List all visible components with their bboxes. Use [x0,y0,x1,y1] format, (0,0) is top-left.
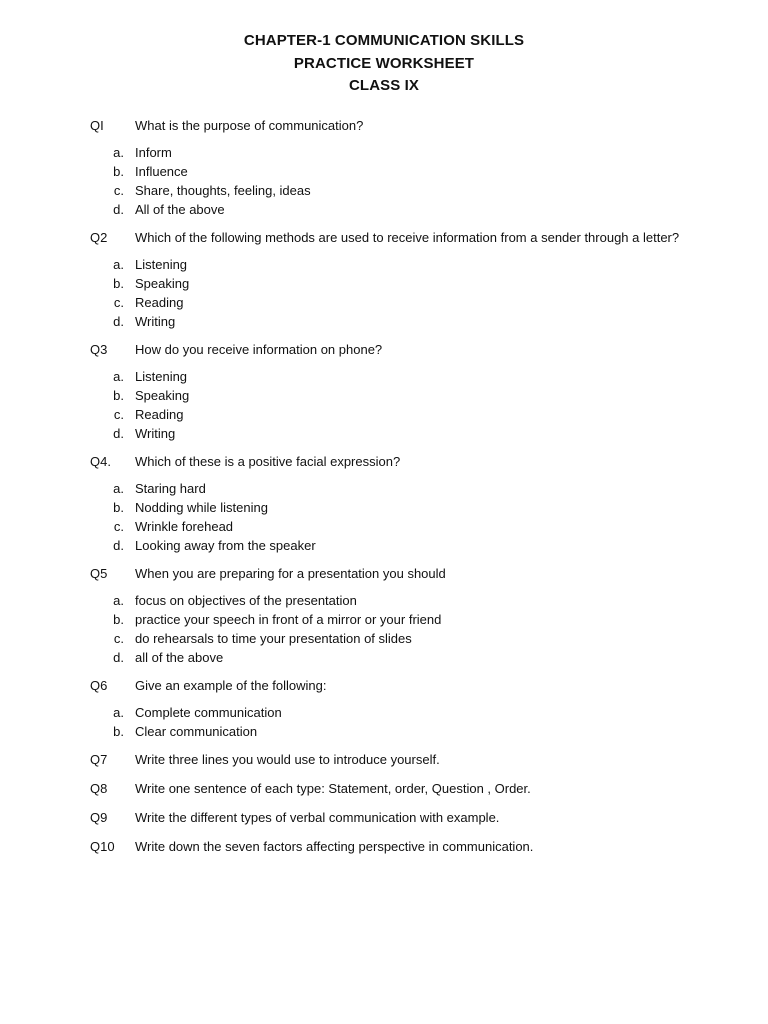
option-text: practice your speech in front of a mirror or your friend [135,612,442,627]
option-label: d. [113,426,124,441]
question-number: Q7 [90,752,108,767]
question-row [90,227,730,248]
question-number: Q3 [90,342,108,357]
option-item [90,479,730,498]
option-label: d. [113,202,124,217]
option-item [90,498,730,517]
page-subtitle: PRACTICE WORKSHEET [293,54,475,72]
option-item [90,610,730,629]
option-item [90,293,730,312]
question-text: What is the purpose of communication? [135,118,364,133]
option-label: a. [113,481,124,496]
question-text: Which of the following methods are used to receive information from a sender through a letter? [135,230,680,245]
option-text: Clear communication [135,724,258,739]
question-number: Q9 [90,810,108,825]
option-item [90,312,730,331]
option-list [90,703,730,741]
option-text: Nodding while listening [135,500,268,515]
option-label: c. [113,183,124,198]
option-text: Listening [135,369,188,384]
question-number: Q4. [90,454,111,469]
option-item [90,143,730,162]
question-text: How do you receive information on phone? [135,342,383,357]
option-item [90,629,730,648]
option-label: d. [113,538,124,553]
question-item [90,227,730,331]
question-item [90,749,730,770]
question-number: Q8 [90,781,108,796]
option-text: Writing [135,314,176,329]
option-label: c. [113,519,124,534]
option-item [90,367,730,386]
option-text: Influence [135,164,188,179]
option-list [90,591,730,667]
option-text: Reading [135,295,184,310]
option-text: All of the above [135,202,225,217]
question-item [90,675,730,741]
option-label: b. [113,724,124,739]
worksheet-header [0,30,768,98]
option-list [90,479,730,555]
option-text: Wrinkle forehead [135,519,234,534]
question-row [90,563,730,584]
question-number: QI [90,118,104,133]
option-item [90,274,730,293]
question-item [90,778,730,799]
option-text: Looking away from the speaker [135,538,316,553]
option-text: Reading [135,407,184,422]
option-text: do rehearsals to time your presentation of slides [135,631,412,646]
option-label: a. [113,593,124,608]
question-number: Q6 [90,678,108,693]
option-label: b. [113,276,124,291]
question-text: Write down the seven factors affecting perspective in communication. [135,839,534,854]
question-row [90,451,730,472]
question-text: Give an example of the following: [135,678,327,693]
option-label: b. [113,388,124,403]
option-text: Complete communication [135,705,282,720]
option-text: Staring hard [135,481,206,496]
option-text: Speaking [135,276,190,291]
question-number: Q5 [90,566,108,581]
option-label: b. [113,612,124,627]
option-item [90,255,730,274]
question-list [90,115,730,865]
option-item [90,386,730,405]
option-item [90,200,730,219]
question-text: Write three lines you would use to introduce yourself. [135,752,440,767]
option-label: d. [113,650,124,665]
option-label: a. [113,145,124,160]
page-title: CHAPTER-1 COMMUNICATION SKILLS [243,32,525,49]
option-item [90,424,730,443]
question-item [90,115,730,219]
option-label: a. [113,369,124,384]
question-text: When you are preparing for a presentation you should [135,566,446,581]
option-text: Speaking [135,388,190,403]
option-item [90,405,730,424]
question-row [90,778,730,799]
option-list [90,255,730,331]
question-item [90,807,730,828]
option-item [90,162,730,181]
question-text: Write one sentence of each type: Statement, order, Question , Order. [135,781,531,796]
option-item [90,517,730,536]
question-row [90,339,730,360]
question-item [90,339,730,443]
question-item [90,563,730,667]
option-item [90,591,730,610]
option-text: Inform [135,145,172,160]
option-label: c. [113,631,124,646]
option-label: b. [113,500,124,515]
option-label: a. [113,705,124,720]
option-text: Share, thoughts, feeling, ideas [135,183,311,198]
question-item [90,451,730,555]
option-list [90,367,730,443]
question-row [90,675,730,696]
question-row [90,749,730,770]
question-row [90,115,730,136]
option-item [90,181,730,200]
option-label: c. [113,407,124,422]
option-text: all of the above [135,650,224,665]
option-text: Listening [135,257,188,272]
option-item [90,703,730,722]
option-text: Writing [135,426,176,441]
question-item [90,836,730,857]
option-item [90,648,730,667]
class-label: CLASS IX [349,77,419,94]
option-label: c. [113,295,124,310]
question-number: Q2 [90,230,108,245]
option-list [90,143,730,219]
option-text: focus on objectives of the presentation [135,593,357,608]
option-item [90,722,730,741]
option-label: b. [113,164,124,179]
question-number: Q10 [90,839,115,854]
question-text: Write the different types of verbal communication with example. [135,810,500,825]
question-row [90,836,730,857]
option-label: a. [113,257,124,272]
option-item [90,536,730,555]
question-text: Which of these is a positive facial expression? [135,454,401,469]
option-label: d. [113,314,124,329]
question-row [90,807,730,828]
